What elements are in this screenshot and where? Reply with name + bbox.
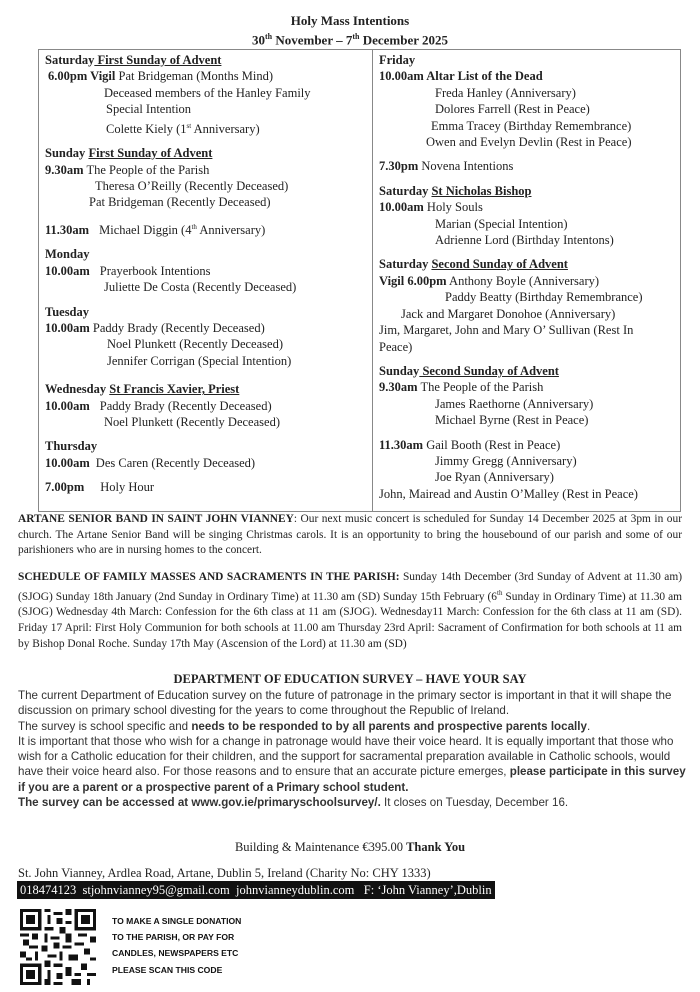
day-block-sunday-first-advent: [45, 145, 366, 211]
feast-label: St Nicholas Bishop: [431, 183, 532, 198]
mass-time: 9.30am: [379, 380, 418, 395]
day-block-friday: [379, 52, 674, 150]
intention: Jack and Margaret Donohoe (Anniversary): [401, 306, 616, 321]
building-maintenance: Building & Maintenance €395.00 Thank You: [234, 840, 466, 854]
intention: Peace): [379, 339, 413, 354]
schedule-heading: SCHEDULE OF FAMILY MASSES AND SACRAMENTS IN THE PARISH:: [18, 571, 400, 583]
right-column: [373, 50, 680, 511]
mass-time: 6.00pm Vigil: [48, 69, 116, 84]
intention: Prayerbook Intentions: [99, 263, 211, 278]
day-label: Saturday: [379, 257, 432, 272]
intention: Anthony Boyle (Anniversary): [446, 273, 600, 288]
intention: Jim, Margaret, John and Mary O’ Sullivan (Rest In: [379, 323, 634, 338]
day-label: Tuesday: [45, 304, 90, 319]
schedule-text: Sunday 14th December (3rd Sunday of Advent at 11.30 am) (SJOG) Sunday 18th January (2nd Sunday in Ordinary Time) at 11.30 am (SD) Sunday 15th February (6: [18, 571, 683, 603]
email-link[interactable]: stjohnvianney95@gmail.com: [82, 883, 230, 897]
survey-p3: It is important that those who wish for a change in patronage would have their voice heard. It is equally important that those who wish for a Catholic education for their children, and the support for sacramental preparation available in Catholic schools, would have their voice heard also. For those reasons and to ensure that an accurate picture emerges, please participate in this survey if you are a parent or a prospective parent of a Primary school student.: [18, 734, 686, 794]
mass-time: Vigil 6.00pm: [379, 273, 447, 288]
facebook-link[interactable]: F: ‘John Vianney’,Dublin: [363, 883, 492, 897]
feast-label: First Sunday of Advent: [94, 53, 222, 67]
mass-time: 11.30am: [379, 437, 424, 452]
intention: Jennifer Corrigan (Special Intention): [107, 353, 292, 368]
day-label: Monday: [45, 247, 90, 262]
left-column: [39, 50, 373, 511]
intention: Paddy Brady (Recently Deceased): [99, 398, 272, 413]
day-label: Saturday: [379, 183, 432, 198]
mass-intentions-table: [38, 49, 681, 512]
day-block-tuesday: [45, 304, 366, 370]
mass-time: 11.30am: [45, 222, 90, 237]
mass-block-sunday-second-1130: [379, 437, 674, 503]
schedule-text-cont: Sunday in Ordinary Time) at 11.30 am (SJOG) Wednesday 4th March: Confession for the 6th class at 11 am (SJOG). Wednesday11 March: Confession for the 6th class at 11 am (SD). Friday 17 April: First Holy Communion for both schools at 11.00 am Thursday 23rd April: Sacrament of Confirmation for both schools at 11 am by Bishop Donal Roche. Sunday 17th May (Ascension of the Lord) at 11.30 am (SD): [18, 590, 682, 650]
mass-time: 10.00am: [45, 321, 90, 335]
intention: Emma Tracey (Birthday Remembrance): [431, 118, 632, 133]
intention: Novena Intentions: [418, 159, 514, 174]
mass-time: 7.00pm: [45, 480, 85, 495]
day-block-wednesday: [45, 381, 366, 430]
day-label: Wednesday: [45, 382, 110, 397]
survey-link[interactable]: The survey can be accessed at www.gov.ie/primaryschoolsurvey/.: [18, 796, 381, 810]
contact-bar: [17, 881, 495, 899]
intention: Dolores Farrell (Rest in Peace): [435, 102, 590, 117]
feast-label: St Francis Xavier, Priest: [109, 382, 240, 397]
intention: Paddy Brady (Recently Deceased): [89, 321, 265, 335]
intention: Pat Bridgeman (Months Mind): [115, 69, 274, 84]
parish-address: St. John Vianney, Ardlea Road, Artane, Dublin 5, Ireland (Charity No: CHY 1333): [18, 866, 431, 880]
day-label: Thursday: [45, 439, 98, 454]
website-link[interactable]: johnvianneydublin.com: [236, 883, 355, 897]
intention: Paddy Beatty (Birthday Remembrance): [445, 290, 643, 305]
bulletin-header: [0, 13, 700, 48]
intention: The People of the Parish: [417, 380, 544, 395]
intention: Holy Hour: [100, 480, 155, 495]
band-heading: ARTANE SENIOR BAND IN SAINT JOHN VIANNEY: [18, 513, 294, 525]
intention: Noel Plunkett (Recently Deceased): [104, 415, 280, 430]
intention: Owen and Evelyn Devlin (Rest in Peace): [426, 135, 632, 150]
day-label: Friday: [379, 53, 416, 67]
intention: Deceased members of the Hanley Family: [104, 85, 311, 100]
intention: Michael Byrne (Rest in Peace): [435, 413, 589, 428]
mass-time: 7.30pm: [379, 159, 419, 174]
band-text: : Our next music concert is scheduled for Sunday 14 December 2025 at 3pm in our church. The Artane Senior Band will be singing Christmas carols. It is an opportunity to bring the housebound of our parish and some of our parishioners who are in nursing homes to the concert.: [18, 513, 682, 557]
page-title: Holy Mass Intentions: [290, 13, 410, 28]
mass-time: 9.30am: [45, 162, 84, 177]
intention: Michael Diggin (4th Anniversary): [99, 222, 266, 237]
day-block-saturday-st-nicholas: [379, 183, 674, 249]
phone-number[interactable]: 018474123: [20, 883, 77, 897]
intention: Joe Ryan (Anniversary): [435, 470, 554, 485]
survey-notice: [18, 688, 688, 810]
mass-block-friday-novena: [379, 158, 674, 174]
day-label: Sunday: [45, 146, 89, 161]
feast-label: Second Sunday of Advent: [431, 257, 568, 272]
mass-time: 10.00am: [45, 263, 90, 278]
day-block-saturday-second-advent: [379, 256, 674, 354]
intention: Holy Souls: [423, 200, 483, 215]
qr-instructions: TO MAKE A SINGLE DONATION TO THE PARISH, OR PAY FOR CANDLES, NEWSPAPERS ETC PLEASE SCAN THIS CODE: [112, 916, 242, 975]
day-block-sunday-second-advent: [379, 363, 674, 429]
intention: Marian (Special Intention): [435, 216, 568, 231]
intention: Theresa O’Reilly (Recently Deceased): [95, 179, 289, 193]
date-range: 30th November – 7th December 2025: [251, 32, 449, 48]
schedule-notice: SCHEDULE OF FAMILY MASSES AND SACRAMENTS IN THE PARISH: Sunday 14th December (3rd Sunday of Advent at 11.30 am) (SJOG) Sunday 18th January (2nd Sunday in Ordinary Time) at 11.30 am (SD) Sunday 15th February (6th Sunday in Ordinary Time) at 11.30 am (SJOG) Wednesday 4th March: Confession for the 6th class at 11 am (SJOG). Wednesday11 March: Confession for the 6th class at 11 am (SD). Friday 17 April: First Holy Communion for both schools at 11.00 am Thursday 23rd April: Sacrament of Confirmation for both schools at 11 am by Bishop Donal Roche. Sunday 17th May (Ascension of the Lord) at 11.30 am (SD): [18, 571, 683, 650]
intention: Des Caren (Recently Deceased): [95, 455, 256, 470]
intention: Juliette De Costa (Recently Deceased): [104, 280, 297, 295]
intention: John, Mairead and Austin O’Malley (Rest in Peace): [379, 486, 638, 501]
mass-block-thursday-holy-hour: [45, 479, 366, 495]
survey-p4: The survey can be accessed at www.gov.ie/primaryschoolsurvey/. It closes on Tuesday, December 16.: [18, 796, 569, 810]
intention: Colette Kiely (1st Anniversary): [106, 121, 260, 136]
survey-p1: The current Department of Education survey on the future of patronage in the primary sector is important in that it will shape the discussion on primary school divesting for the years to come throughout the Republic of Ireland.: [18, 689, 672, 718]
mass-block-sunday-1130: [45, 219, 366, 239]
intention: Freda Hanley (Anniversary): [435, 85, 576, 100]
intention: James Raethorne (Anniversary): [435, 396, 594, 411]
intention: Noel Plunkett (Recently Deceased): [107, 337, 283, 352]
mass-time: 10.00am: [379, 200, 424, 215]
intention: Gail Booth (Rest in Peace): [423, 437, 561, 452]
day-block-monday: [45, 246, 366, 295]
mass-time: 10.00am: [45, 455, 90, 470]
survey-p2: The survey is school specific and needs to be responded to by all parents and prospective parents locally.: [18, 719, 591, 733]
day-label: Sunday: [379, 363, 420, 378]
survey-title: DEPARTMENT OF EDUCATION SURVEY – HAVE YOUR SAY: [173, 672, 527, 686]
qr-code-icon[interactable]: [20, 908, 96, 986]
day-block-thursday: [45, 438, 366, 471]
intention: Adrienne Lord (Birthday Intentons): [435, 233, 614, 248]
day-block-saturday-first-advent: [45, 52, 366, 137]
intention: Jimmy Gregg (Anniversary): [435, 453, 577, 468]
intention: The People of the Parish: [83, 162, 210, 177]
intention: Special Intention: [106, 102, 192, 117]
band-notice: [18, 512, 682, 559]
feast-label: Second Sunday of Advent: [419, 363, 559, 378]
mass-time: 10.00am Altar List of the Dead: [379, 69, 543, 84]
mass-time: 10.00am: [45, 398, 90, 413]
day-label: Saturday: [45, 53, 95, 67]
feast-label: First Sunday of Advent: [88, 146, 213, 161]
intention: Pat Bridgeman (Recently Deceased): [89, 195, 271, 210]
